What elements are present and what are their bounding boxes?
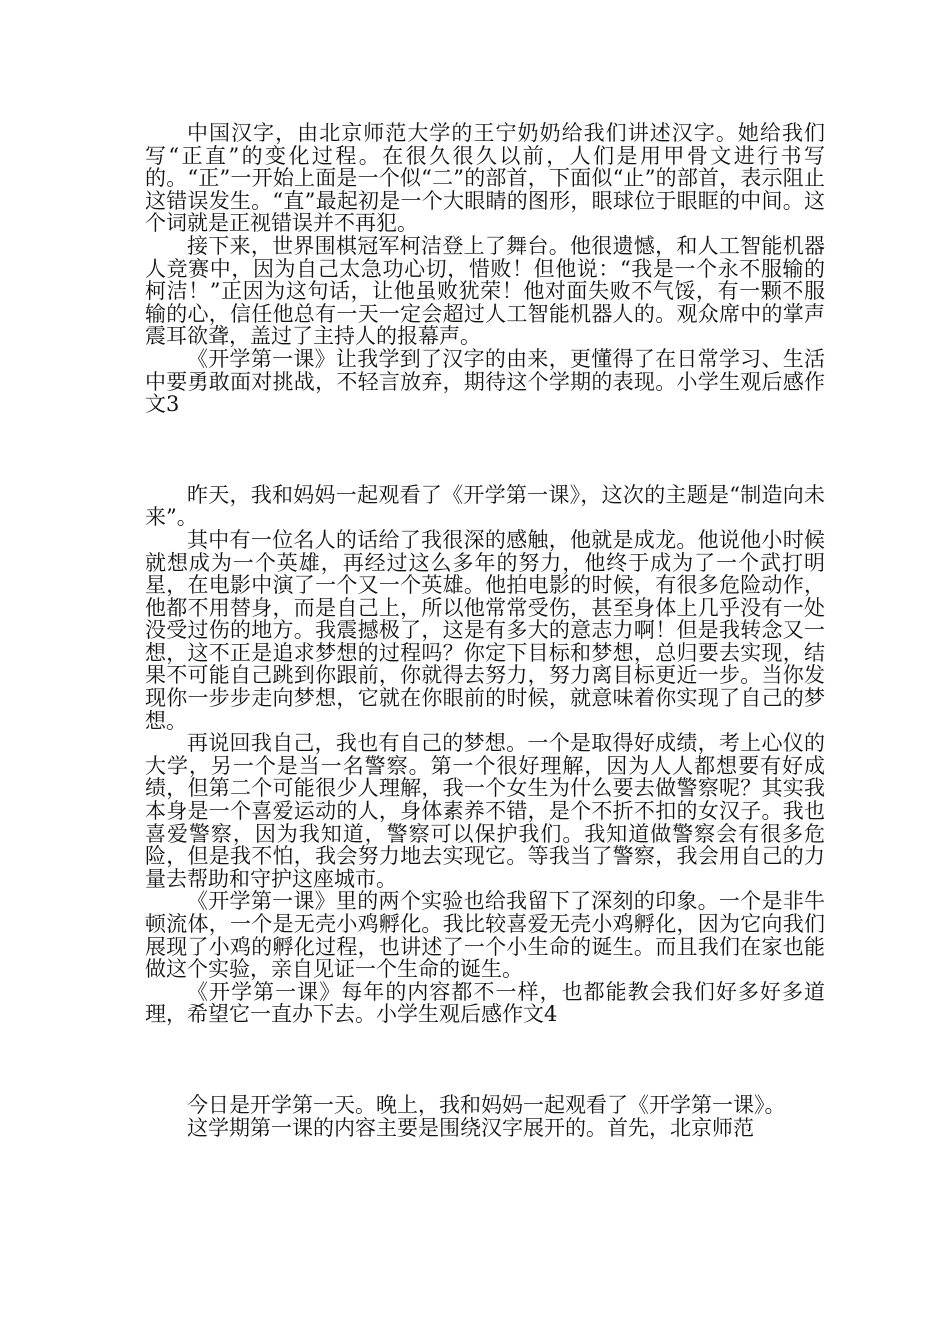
paragraph: 中国汉字，由北京师范大学的王宁奶奶给我们讲述汉字。她给我们写“正直”的变化过程。在很久很久以前，人们是用甲骨文进行书写的。“正”一开始上面是一个似“二”的部首，下面似“止”的部首，表示阻止这错误发生。“直”最起初是一个大眼睛的图形，眼球位于眼眶的中间。这个词就是正视错误并不再犯。 — [145, 121, 825, 236]
paragraph: 昨天，我和妈妈一起观看了《开学第一课》，这次的主题是“制造向未来”。 — [145, 482, 825, 530]
paragraph: 《开学第一课》里的两个实验也给我留下了深刻的印象。一个是非牛顿流体，一个是无壳小鸡孵化。我比较喜爱无壳小鸡孵化，因为它向我们展现了小鸡的孵化过程，也讲述了一个小生命的诞生。而且我们在家也能做这个实验，亲自见证一个生命的诞生。 — [145, 889, 825, 982]
essay-section-2 — [145, 484, 825, 1026]
document-body — [145, 122, 825, 1139]
paragraph: 其中有一位名人的话给了我很深的感触，他就是成龙。他说他小时候就想成为一个英雄，再经过这么多年的努力，他终于成为了一个武打明星，在电影中演了一个又一个英雄。他拍电影的时候，有很多危险动作，他都不用替身，而是自己上，所以他常常受伤，甚至身体上几乎没有一处没受过伤的地方。我震撼极了，这是有多大的意志力啊！但是我转念又一想，这不正是追求梦想的过程吗？你定下目标和梦想，总归要去实现，结果不可能自己跳到你跟前，你就得去努力，努力离目标更近一步。当你发现你一步步走向梦想，它就在你眼前的时候，就意味着你实现了自己的梦想。 — [145, 527, 825, 733]
section-gap — [145, 1026, 825, 1094]
paragraph: 《开学第一课》让我学到了汉字的由来，更懂得了在日常学习、生活中要勇敢面对挑战，不轻言放弃，期待这个学期的表现。小学生观后感作文3 — [145, 346, 825, 417]
paragraph: 这学期第一课的内容主要是围绕汉字展开的。首先，北京师范 — [187, 1115, 754, 1140]
paragraph: 接下来，世界围棋冠军柯洁登上了舞台。他很遗憾，和人工智能机器人竞赛中，因为自己太急功心切，惜败！但他说：“我是一个永不服输的柯洁！”正因为这句话，让他虽败犹荣！他对面失败不气馁，有一颗不服输的心，信任他总有一天一定会超过人工智能机器人的。观众席中的掌声震耳欲聋，盖过了主持人的报幕声。 — [145, 233, 825, 349]
paragraph: 《开学第一课》每年的内容都不一样，也都能教会我们好多好多道理，希望它一直办下去。小学生观后感作文4 — [145, 979, 825, 1027]
section-gap — [145, 416, 825, 484]
paragraph: 再说回我自己，我也有自己的梦想。一个是取得好成绩，考上心仪的大学，另一个是当一名警察。第一个很好理解，因为人人都想要有好成绩，但第二个可能很少人理解，我一个女生为什么要去做警察呢？其实我本身是一个喜爱运动的人，身体素养不错，是个不折不扣的女汉子。我也喜爱警察，因为我知道，警察可以保护我们。我知道做警察会有很多危险，但是我不怕，我会努力地去实现它。等我当了警察，我会用自己的力量去帮助和守护这座城市。 — [145, 731, 825, 891]
paragraph: 今日是开学第一天。晚上，我和妈妈一起观看了《开学第一课》。 — [187, 1092, 786, 1117]
essay-section-1 — [145, 122, 825, 416]
essay-section-3 — [145, 1094, 825, 1139]
